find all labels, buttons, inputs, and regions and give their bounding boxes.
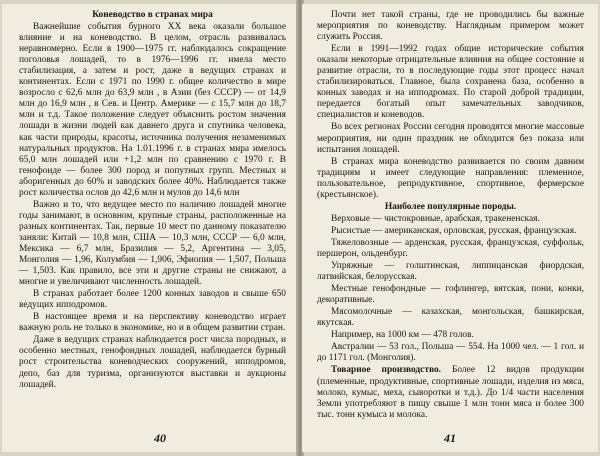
left-page xyxy=(2,4,298,452)
products-paragraph xyxy=(317,365,584,420)
paragraph: Важнейшие события бурного XX века оказали большое влияние и на коневодство. В целом, отрасль развивалась неравномерно. Если в 1900—1975 гг. наблюдалось сокращение поголовья лошадей, то в 1976—1996 гг. имела место стабилизация, а затем и рост, даже в ведущих странах и континентах. Если с 1971 по 1990 г. общее количество в мире возросло с 62,6 млн до 63,9 млн , в Азии (без СССР) — от 14,9 млн до 16,9 млн , в Сев. и Центр. Америке — с 15,7 млн до 18,7 млн и т.д. Такое положение следует объяснить ростом значения лошади в жизни людей как давнего друга и спутника человека, как части природы, красоты, источника получения незаменимых натуральных продуктов. На 1.01.1996 г. в странах мира имелось 65,0 млн лошадей или +1,2 млн по сравнению с 1970 г. В генофонде — более 300 пород и попутных групп. Местных и аборигенных до 60% и заводских более 40%. Наблюдается также рост количества ослов до 42,6 млн и мулов до 14,6 млн xyxy=(19,22,286,198)
paragraph: Во всех регионах России сегодня проводятся многие массовые мероприятия, ни один праздник не обходится без показа или испытания лошадей. xyxy=(317,122,584,155)
paragraph: Даже в ведущих странах наблюдается рост числа породных, и особенно местных, генофондных лошадей, наблюдается бурный рост строительства коневодческих сооружений, ипподромов, депо, баз для туризма, организуются выставки и аукционы лошадей. xyxy=(19,335,286,390)
yield-line: Австралии — 53 гол., Польша — 554. На 1000 чел. — 1 гол. и до 1171 гол. (Монголия). xyxy=(317,342,584,364)
breed-item: Мясомолочные — казахская, монгольская, башкирская, якутская. xyxy=(317,307,584,329)
breed-item: Рысистые — американская, орловская, русская, французская. xyxy=(331,225,577,236)
section-heading: Наиболее популярные породы. xyxy=(384,201,517,212)
right-page xyxy=(302,4,598,452)
paragraph: Если в 1991—1992 годах общие исторические события оказали некоторые отрицательные влияния на общее состояние и развитие отрасли, то в последующие годы этот процесс начал стабилизироваться. Главное, была сохранена база, особенно в конных заводах и на ипподромах. По старой доброй традиции, передается богатый опыт замечательных заводчиков, специалистов и коневодов. xyxy=(317,44,584,121)
paragraph: Почти нет такой страны, где не проводились бы важные мероприятия по коневодству. Наглядным примером может служить Россия. xyxy=(317,10,584,43)
paragraph: В странах работает более 1200 конных заводов и свыше 650 ведущих ипподромов. xyxy=(19,289,286,311)
yield-line: Например, на 1000 км — 478 голов. xyxy=(331,330,474,341)
paragraph: В настоящее время и на перспективу коневодство играет важную роль не только в экономике, но и в общем развитии стран. xyxy=(19,312,286,334)
page-number: 40 xyxy=(154,430,166,445)
breed-item: Верховые — чистокровные, арабская, тракененская. xyxy=(331,213,540,224)
breed-item: Тяжеловозные — арденская, русская, французская, суффольк, першерон, ольденбург. xyxy=(317,237,584,259)
page-number: 41 xyxy=(444,430,456,445)
breed-item: Местные генофондные — гофлингер, вятская, пони, конки, декоративные. xyxy=(317,284,584,306)
breed-item: Упряжные — голштинская, липпицанская фиордская, латвийская, белорусская. xyxy=(317,261,584,283)
chapter-title: Коневодство в странах мира xyxy=(92,10,213,20)
paragraph: В странах мира коневодство развивается по своим давним традициям и имеет следующие направления: племенное, пользовательное, репродуктивное, спортивное, фермерское (крестьянское). xyxy=(317,156,584,200)
products-text: Более 12 видов продукции (племенные, продуктивные, спортивные лошади, изделия из мяса, молоко, кумыс, меха, сыворотки и т.д.). До 1/4 части населения Земли употребляют в пищу свыше 1 млн тонн мяса и более 300 тыс. тонн кумыса и молока. xyxy=(317,365,584,420)
paragraph: Важно и то, что ведущее место по наличию лошадей многие годы занимают, в основном, крупные страны, расположенные на разных континентах. Так, первые 10 мест по данному показателю заняли: Китай — 10,8 млн, США — 10,3 млн, СССР — 6,0 млн, Мексика — 6,7 млн, Бразилия — 5,2, Аргентина — 3,05, Монголия — 1,96, Колумбия — 1,906, Эфиопия — 1,507, Польша — 1,503. Как правило, все эти и другие страны не снижают, а многие и увеличивают численность лошадей. xyxy=(19,199,286,288)
products-heading: Товарное производство. xyxy=(331,365,441,376)
